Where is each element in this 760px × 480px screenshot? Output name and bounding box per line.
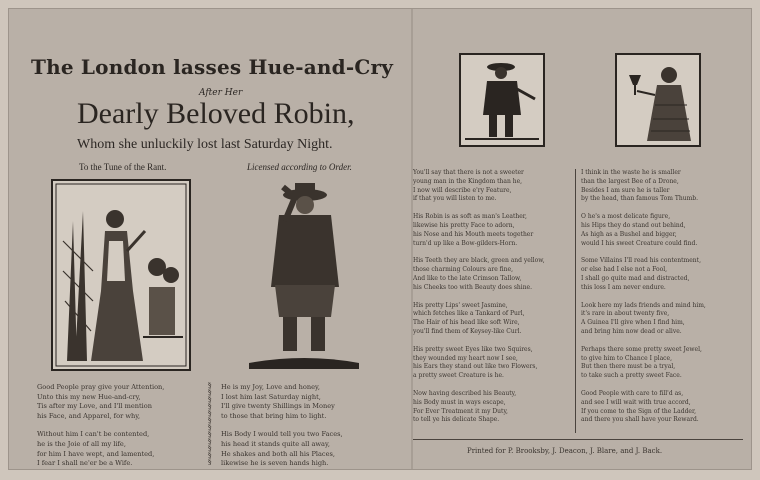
stanza [581, 302, 747, 337]
verse-line: turn'd up like a Bow-gilders-Horn. [413, 239, 518, 247]
stanza [413, 169, 573, 204]
verse-line: Some Villains I'll read his contentment, [581, 257, 701, 265]
verse-line: And like to the late Crimson Tallow, [413, 274, 522, 282]
verse-line: Besides I am sure he is taller [581, 186, 670, 194]
verse-line: His Robin is as soft as man's Leather, [413, 213, 527, 221]
verse-line: Now having described his Beauty, [413, 389, 517, 397]
stanza [413, 213, 573, 248]
stanza [413, 257, 573, 292]
verse-line: You'll say that there is not a sweeter [413, 169, 524, 176]
verse-line: Good People with care to fill'd as, [581, 389, 684, 397]
verse-line: I think in the waste he is smaller [581, 169, 681, 176]
woodcut-man-standing [459, 53, 545, 147]
woman-garden-image [53, 181, 189, 369]
verse-line: to those that bring him to light. [221, 411, 327, 420]
stanza [221, 430, 401, 468]
verse-line: and there you shall have your Reward. [581, 416, 699, 424]
verse-line: those charming Colours are fine, [413, 266, 513, 274]
verse-line: His Body I would tell you two Faces, [221, 430, 343, 439]
verse-line: likewise his pretty Face to adorn, [413, 221, 515, 229]
verse-line: to take such a pretty sweet Face. [581, 372, 682, 380]
verse-line: likewise he is seven hands high. [221, 459, 329, 468]
verse-line: He shakes and both all his Places, [221, 449, 335, 458]
verse-column-middle [221, 383, 401, 470]
verse-line: his Body must in ways escape, [413, 398, 506, 406]
imprint-rule [413, 439, 743, 440]
verse-line: and bring him now dead or alive. [581, 327, 682, 335]
verse-line: his Ears they stand out like two Flowers, [413, 363, 538, 371]
verse-line: which fetches like a Tankard of Purl, [413, 310, 525, 318]
broadside-sheet [8, 8, 752, 470]
verse-line: His pretty sweet Eyes like two Squires, [413, 345, 533, 353]
verse-line: his Nose and his Mouth meets together [413, 230, 534, 238]
verse-line: by the head, than famous Tom Thumb. [581, 195, 699, 203]
verse-column-left [37, 383, 207, 470]
title-line-4: Whom she unluckily lost last Saturday Night. [77, 137, 333, 152]
ornament-divider: § § § § § § § § § § § § [208, 382, 212, 466]
verse-line: O he's a most delicate figure, [581, 213, 671, 221]
verse-line: Perhaps there some pretty sweet Jewel, [581, 345, 702, 353]
verse-line: His pretty Lips' sweet Jasmine, [413, 301, 508, 309]
verse-line: and see I will wait with true accord, [581, 398, 691, 406]
stanza [413, 302, 573, 337]
stanza [581, 169, 747, 204]
licensed-note: Licensed according to Order. [247, 162, 352, 172]
stanza [581, 213, 747, 248]
verse-line: I now will describe e'ry Feature, [413, 186, 512, 194]
verse-line: for him I have wept, and lamented, [37, 449, 155, 458]
verse-line: But then there must be a tryal, [581, 363, 676, 371]
verse-line: I shall go quite mad and distracted, [581, 274, 690, 282]
verse-line: I'll give twenty Shillings in Money [221, 402, 335, 411]
stanza [221, 383, 401, 421]
woodcut-man-hat [235, 177, 369, 373]
verse-line: Unto this my new Hue-and-cry, [37, 392, 141, 401]
verse-line: I fear I shall ne'er be a Wife. [37, 459, 133, 468]
verse-line: would I his sweet Creature could find. [581, 239, 698, 247]
stanza [413, 390, 573, 425]
stanza [37, 430, 207, 468]
tune-note: To the Tune of the Rant. [79, 162, 167, 172]
stanza [413, 346, 573, 381]
woodcut-woman-garden [51, 179, 191, 371]
verse-line: If you come to the Sign of the Ladder, [581, 407, 697, 415]
verse-line: The Hair of his head like soft Wire, [413, 319, 520, 327]
verse-line: His Teeth they are black, green and yellow, [413, 257, 545, 265]
woodcut-woman-cup [615, 53, 701, 147]
verse-line: if that you will listen to me. [413, 195, 497, 203]
verse-line: Look here my lads friends and mind him, [581, 301, 706, 309]
verse-line: Good People pray give your Attention, [37, 383, 165, 391]
verse-line: to tell ye his delicate Shape. [413, 416, 500, 424]
title-line-2: After Her [199, 88, 243, 98]
title-line-3: Dearly Beloved Robin, [77, 97, 355, 130]
verse-line: they wounded my heart now I see, [413, 354, 518, 362]
verse-line: his head it stands quite all away, [221, 439, 330, 448]
stanza [581, 257, 747, 292]
verse-line: As high as a Bushel and bigger, [581, 230, 677, 238]
verse-line: his Face, and Apparel, for why, [37, 411, 141, 420]
verse-line: For Ever Treatment it my Duty, [413, 407, 508, 415]
verse-line: Tis after my Love, and I'll mention [37, 402, 153, 411]
verse-line: Without him I can't be contented, [37, 430, 150, 439]
title-line-1: The London lasses Hue-and-Cry [31, 55, 394, 79]
imprint-line: Printed for P. Brooksby, J. Deacon, J. Blare, and J. Back. [467, 447, 663, 455]
verse-line: A Guinea I'll give when I find him, [581, 319, 685, 327]
verse-line: you'll find them of Keysey-like Curl. [413, 327, 522, 335]
stanza [37, 383, 207, 421]
verse-line: it's rare in about twenty five, [581, 310, 670, 318]
verse-line: or else had I else not a Fool, [581, 266, 668, 274]
stanza [581, 346, 747, 381]
woman-cup-image [617, 55, 699, 145]
verse-line: this loss I am never endure. [581, 283, 666, 291]
stanza [581, 390, 747, 425]
verse-column-right-1 [413, 169, 573, 434]
verse-line: He is my Joy, Love and honey, [221, 383, 320, 391]
man-standing-image [461, 55, 543, 145]
verse-line: young man in the Kingdom than he, [413, 177, 523, 185]
verse-line: his Cheeks too with Beauty does shine. [413, 283, 533, 291]
column-rule [575, 169, 576, 433]
verse-line: his Hips they do stand out behind, [581, 221, 686, 229]
verse-column-right-2 [581, 169, 747, 434]
man-hat-image [235, 177, 369, 373]
verse-line: than the largest Bee of a Drone, [581, 177, 679, 185]
verse-line: he is the Joie of all my life, [37, 439, 126, 448]
verse-line: I lost him last Saturday night, [221, 392, 321, 401]
verse-line: to give him to Chance I place, [581, 354, 672, 362]
verse-line: a pretty sweet Creature is he. [413, 372, 504, 380]
